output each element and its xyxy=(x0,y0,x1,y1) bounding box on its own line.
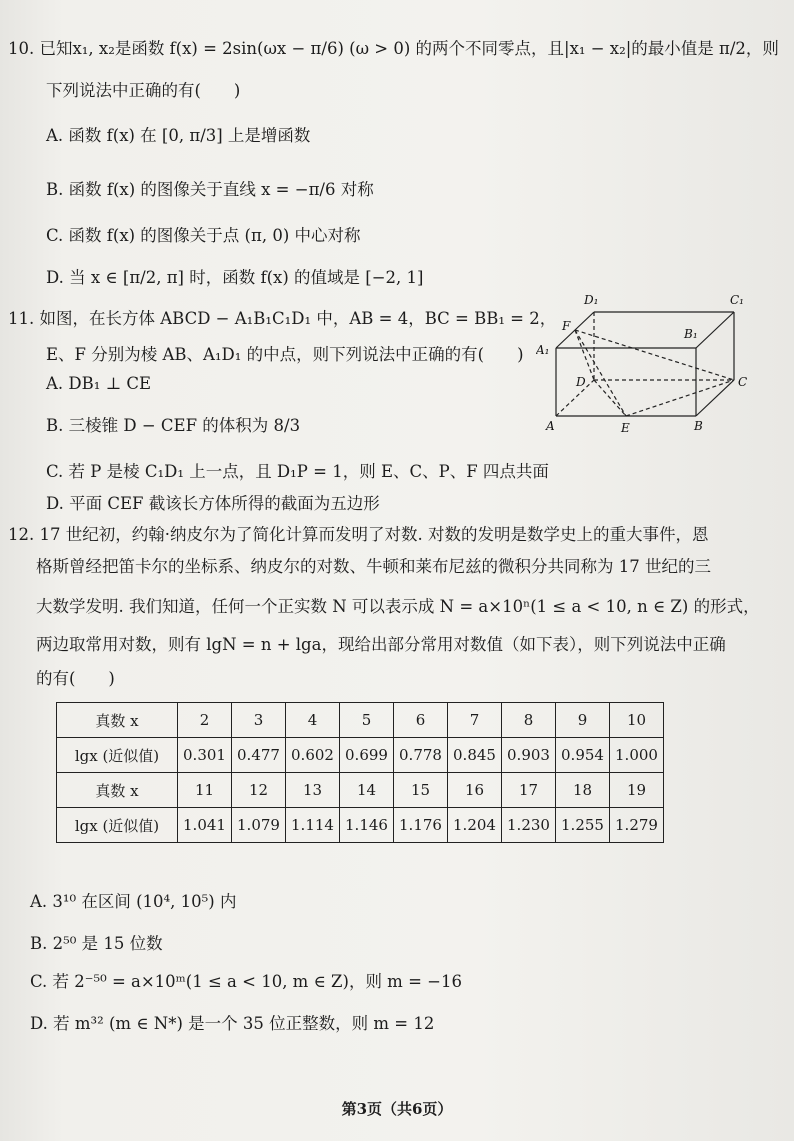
q11-option-b: B. 三棱锥 D − CEF 的体积为 8/3 xyxy=(46,416,301,435)
edge-ad-hidden xyxy=(556,380,594,416)
table-cell: 2 xyxy=(178,703,232,738)
q12-option-d: D. 若 m³² (m ∈ N*) 是一个 35 位正整数，则 m = 12 xyxy=(30,1014,435,1033)
q10-option-d: D. 当 x ∈ [π/2, π] 时，函数 f(x) 的值域是 [−2, 1] xyxy=(46,268,424,287)
table-row-header: 真数 x xyxy=(57,703,178,738)
q10-stem-line2: 下列说法中正确的有( ) xyxy=(46,81,241,100)
q11-stem-line2: E、F 分别为棱 AB、A₁D₁ 的中点，则下列说法中正确的有( ) xyxy=(46,345,524,364)
q12-stem-line4: 两边取常用对数，则有 lgN = n + lga，现给出部分常用对数值（如下表），则下列说法中正确 xyxy=(36,635,726,654)
q12-stem-line2: 格斯曾经把笛卡尔的坐标系、纳皮尔的对数、牛顿和莱布尼兹的微积分共同称为 17 世纪的三 xyxy=(36,557,711,576)
q12-option-b: B. 2⁵⁰ 是 15 位数 xyxy=(30,934,163,953)
line-fe xyxy=(575,330,626,416)
table-row xyxy=(57,703,664,738)
table-cell: 0.954 xyxy=(556,738,610,773)
q10-option-c: C. 函数 f(x) 的图像关于点 (π, 0) 中心对称 xyxy=(46,226,361,245)
q10-stem-line1: 10. 已知x₁, x₂是函数 f(x) = 2sin(ωx − π/6) (ω > 0) 的两个不同零点，且|x₁ − x₂|的最小值是 π/2，则 xyxy=(8,39,779,58)
table-cell: 5 xyxy=(340,703,394,738)
table-row-header: lgx (近似值) xyxy=(57,808,178,843)
label-f: F xyxy=(562,319,571,333)
table-cell: 0.903 xyxy=(502,738,556,773)
table-cell: 1.204 xyxy=(448,808,502,843)
table-cell: 16 xyxy=(448,773,502,808)
table-row-header: 真数 x xyxy=(57,773,178,808)
line-fd xyxy=(575,330,594,380)
table-cell: 1.146 xyxy=(340,808,394,843)
table-cell: 3 xyxy=(232,703,286,738)
log-table xyxy=(56,702,664,843)
table-cell: 0.602 xyxy=(286,738,340,773)
line-ec xyxy=(626,380,734,416)
table-cell: 1.255 xyxy=(556,808,610,843)
label-d: D xyxy=(576,375,586,389)
table-cell: 1.079 xyxy=(232,808,286,843)
table-cell: 0.845 xyxy=(448,738,502,773)
table-cell: 6 xyxy=(394,703,448,738)
table-cell: 1.176 xyxy=(394,808,448,843)
edge-bc xyxy=(696,380,734,416)
table-cell: 14 xyxy=(340,773,394,808)
label-a1: A₁ xyxy=(536,343,550,357)
table-row xyxy=(57,738,664,773)
line-fc xyxy=(575,330,734,380)
table-cell: 12 xyxy=(232,773,286,808)
table-cell: 1.114 xyxy=(286,808,340,843)
table-cell: 1.041 xyxy=(178,808,232,843)
cuboid-figure xyxy=(536,288,756,438)
table-cell: 1.230 xyxy=(502,808,556,843)
q11-option-d: D. 平面 CEF 截该长方体所得的截面为五边形 xyxy=(46,494,380,513)
q10-option-a: A. 函数 f(x) 在 [0, π/3] 上是增函数 xyxy=(46,126,311,145)
label-c1: C₁ xyxy=(730,293,744,307)
table-cell: 8 xyxy=(502,703,556,738)
table-cell: 0.699 xyxy=(340,738,394,773)
table-cell: 15 xyxy=(394,773,448,808)
table-cell: 7 xyxy=(448,703,502,738)
table-row xyxy=(57,808,664,843)
table-cell: 19 xyxy=(610,773,664,808)
cuboid-diagram xyxy=(536,288,756,438)
label-a: A xyxy=(546,419,555,433)
table-cell: 9 xyxy=(556,703,610,738)
table-row-header: lgx (近似值) xyxy=(57,738,178,773)
label-b: B xyxy=(694,419,703,433)
q12-stem-line1: 12. 17 世纪初，约翰·纳皮尔为了简化计算而发明了对数. 对数的发明是数学史上的重大事件，恩 xyxy=(8,525,709,544)
table-cell: 4 xyxy=(286,703,340,738)
page-footer: 第3页（共6页） xyxy=(341,1100,453,1118)
table-cell: 1.279 xyxy=(610,808,664,843)
table-cell: 0.301 xyxy=(178,738,232,773)
edge-b1c1 xyxy=(696,312,734,348)
q12-stem-line3: 大数学发明. 我们知道，任何一个正实数 N 可以表示成 N = a×10ⁿ(1 ≤ a < 10, n ∈ Z) 的形式， xyxy=(36,597,760,616)
table-cell: 18 xyxy=(556,773,610,808)
q11-option-a: A. DB₁ ⊥ CE xyxy=(46,374,152,393)
table-cell: 0.477 xyxy=(232,738,286,773)
table-cell: 10 xyxy=(610,703,664,738)
q12-option-c: C. 若 2⁻⁵⁰ = a×10ᵐ(1 ≤ a < 10, m ∈ Z)，则 m = −16 xyxy=(30,972,462,991)
table-row xyxy=(57,773,664,808)
q12-stem-line5: 的有( ) xyxy=(36,669,115,688)
table-cell: 1.000 xyxy=(610,738,664,773)
q10-option-b: B. 函数 f(x) 的图像关于直线 x = −π/6 对称 xyxy=(46,180,374,199)
table-cell: 0.778 xyxy=(394,738,448,773)
table-cell: 17 xyxy=(502,773,556,808)
q11-stem-line1: 11. 如图，在长方体 ABCD − A₁B₁C₁D₁ 中，AB = 4，BC = BB₁ = 2， xyxy=(8,309,557,328)
q11-option-c: C. 若 P 是棱 C₁D₁ 上一点，且 D₁P = 1，则 E、C、P、F 四点共面 xyxy=(46,462,549,481)
q12-option-a: A. 3¹⁰ 在区间 (10⁴, 10⁵) 内 xyxy=(30,892,237,911)
label-d1: D₁ xyxy=(584,293,599,307)
table-cell: 11 xyxy=(178,773,232,808)
line-de xyxy=(594,380,626,416)
label-c: C xyxy=(738,375,748,389)
label-b1: B₁ xyxy=(684,327,698,341)
label-e: E xyxy=(621,421,630,435)
table-cell: 13 xyxy=(286,773,340,808)
